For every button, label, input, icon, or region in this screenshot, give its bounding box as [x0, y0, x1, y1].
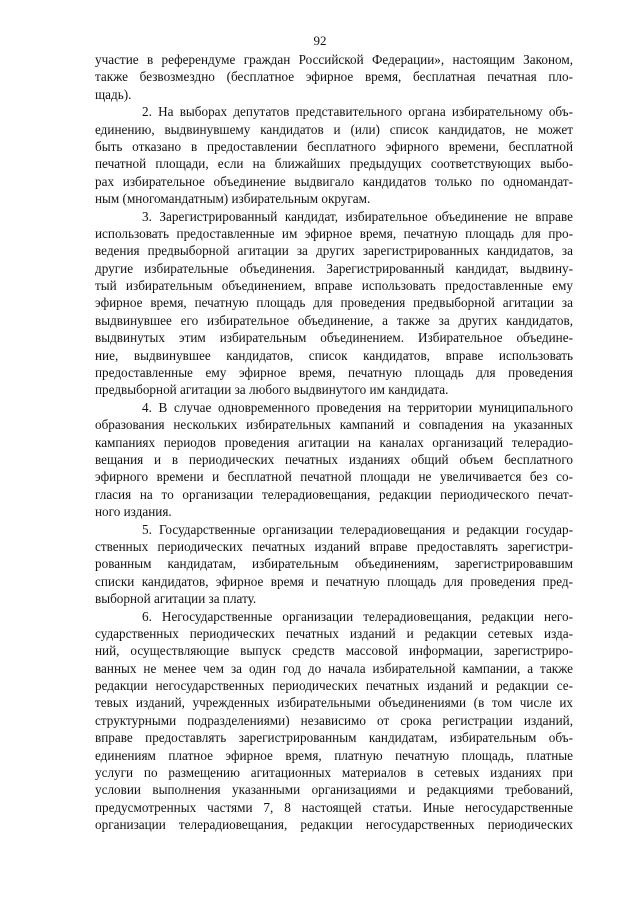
- text-line: ванных не менее чем за один год до начала избирательной кампании, а также: [95, 660, 573, 676]
- text-line: единению, выдвинувшему кандидатов и (или) список кандидатов, не может: [95, 121, 573, 137]
- text-line: 2. На выборах депутатов представительного органа избирательному объ-: [142, 104, 573, 120]
- document-body-text: [95, 51, 573, 834]
- text-line: вправе предоставлять зарегистрированным кандидатам, избирательным объ-: [95, 730, 573, 746]
- text-line: тый избирательным объединением, вправе использовать предоставленные ему: [95, 278, 573, 294]
- text-line: выборной агитации за плату.: [95, 591, 257, 607]
- text-line: кампаниях периодов проведения агитации на каналах организаций телерадио-: [95, 434, 573, 450]
- text-line: предоставленные ему эфирное время, печатную площадь для проведения: [95, 365, 573, 381]
- text-line: также безвозмездно (бесплатное эфирное время, бесплатная печатная пло-: [95, 69, 573, 85]
- text-line: печатной площади, если на ближайших предыдущих соответствующих выбо-: [95, 156, 573, 172]
- text-line: щадь).: [95, 86, 132, 102]
- text-line: ственных периодических печатных изданий вправе предоставлять зарегистри-: [95, 538, 573, 554]
- text-line: участие в референдуме граждан Российской Федерации», настоящим Законом,: [95, 52, 573, 67]
- text-line: эфирного времени и бесплатной печатной площади не увеличивается без со-: [95, 469, 573, 485]
- text-line: выдвинутых этим избирательным объединением. Избирательное объедине-: [95, 330, 573, 346]
- text-line: быть отказано в предоставлении бесплатного эфирного времени, бесплатной: [95, 138, 573, 154]
- text-line: услуги по размещению агитационных материалов в сетевых изданиях при: [95, 765, 573, 781]
- text-line: 3. Зарегистрированный кандидат, избирательное объединение не вправе: [142, 208, 573, 224]
- text-line: редакции негосударственных периодических печатных изданий и редакции се-: [95, 678, 573, 694]
- text-line: предвыборной агитации за любого выдвинутого им кандидата.: [95, 382, 449, 398]
- text-line: единениям платное эфирное время, платную печатную площадь, платные: [95, 747, 573, 763]
- text-line: другие избирательные объединения. Зарегистрированный кандидат, выдвину-: [95, 260, 573, 276]
- text-line: сударственных периодических печатных изданий и редакции сетевых изда-: [95, 625, 573, 641]
- text-line: образования нескольких избирательных кампаний и совпадения на указанных: [95, 417, 573, 433]
- text-line: ным (многомандатным) избирательным округам.: [95, 191, 371, 207]
- text-line: 4. В случае одновременного проведения на территории муниципального: [142, 399, 573, 415]
- text-line: вещания и в периодических печатных изданиях общий объем бесплатного: [95, 451, 573, 467]
- text-line: рах избирательное объединение выдвигало кандидатов только по одномандат-: [95, 173, 573, 189]
- text-line: структурными подразделениями) независимо от срока регистрации изданий,: [95, 712, 573, 728]
- text-line: условии выполнения указанными организациями и редакциями требований,: [95, 782, 573, 798]
- text-line: 5. Государственные организации телерадиовещания и редакции государ-: [142, 521, 573, 537]
- text-line: ний, осуществляющие выпуск средств массовой информации, зарегистриро-: [95, 643, 573, 659]
- text-line: 6. Негосударственные организации телерадиовещания, редакции него-: [142, 608, 573, 624]
- text-line: предусмотренных частями 7, 8 настоящей статьи. Иные негосударственные: [95, 799, 573, 815]
- text-line: ведения предвыборной агитации за других зарегистрированных кандидатов, за: [95, 243, 573, 259]
- text-line: списки кандидатов, эфирное время и печатную площадь для проведения пред-: [95, 573, 573, 589]
- text-line: тевых изданий, учрежденных избирательными объединениями (в том числе их: [95, 695, 573, 711]
- text-line: выдвинувшее его избирательное объединение, а также за других кандидатов,: [95, 312, 573, 328]
- text-line: рованным кандидатам, избирательным объединениям, зарегистрировавшим: [95, 556, 573, 572]
- text-line: гласия на то организации телерадиовещания, редакции периодического печат-: [95, 486, 573, 502]
- text-line: ного издания.: [95, 504, 172, 520]
- text-line: использовать предоставленные им эфирное время, печатную площадь для про-: [95, 225, 573, 241]
- text-line: эфирное время, печатную площадь для проведения предвыборной агитации за: [95, 295, 573, 311]
- text-line: ние, выдвинувшее кандидатов, список кандидатов, вправе использовать: [95, 347, 573, 363]
- text-line: организации телерадиовещания, редакции негосударственных периодических: [95, 817, 573, 833]
- page-number: 92: [313, 33, 327, 48]
